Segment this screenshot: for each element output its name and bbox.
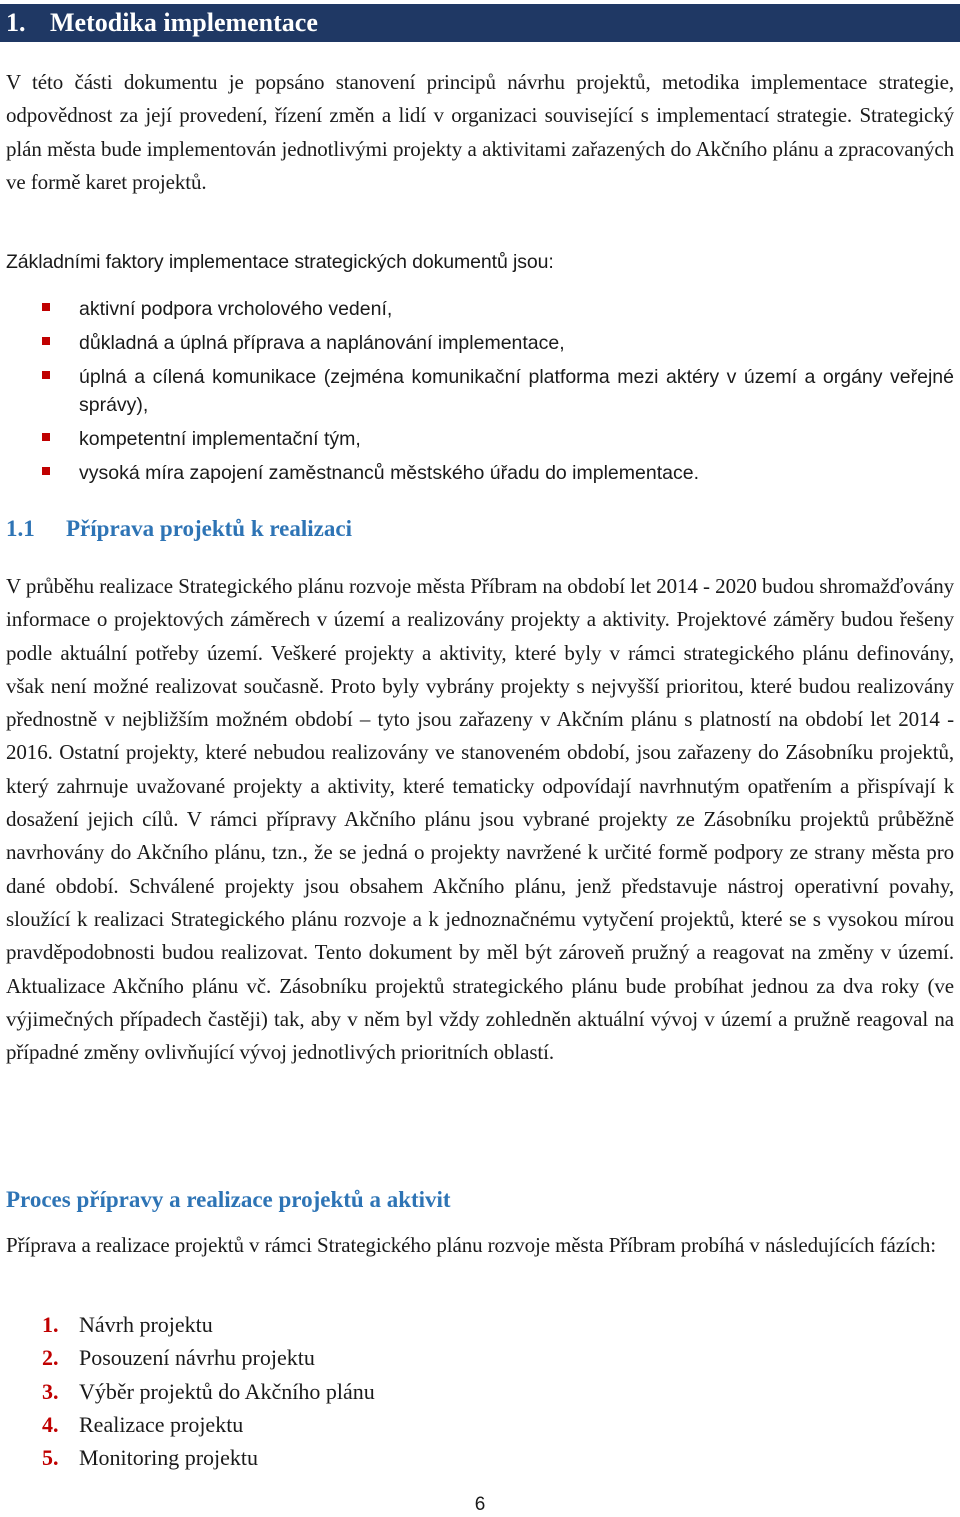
heading-title: Metodika implementace xyxy=(50,8,318,37)
square-bullet-icon xyxy=(42,303,50,311)
list-item xyxy=(6,1441,954,1474)
section-heading-2 xyxy=(6,514,352,544)
phases-list xyxy=(6,1308,954,1474)
list-item: úplná a cílená komunikace (zejména komunikační platforma mezi aktéry v území a orgány veřejné správy), xyxy=(6,363,954,419)
heading-number: 1.1 xyxy=(6,516,35,541)
square-bullet-icon xyxy=(42,433,50,441)
factors-list xyxy=(6,295,954,487)
section-heading-3: Proces přípravy a realizace projektů a aktivit xyxy=(6,1187,451,1212)
list-item xyxy=(6,1375,954,1408)
list-item: kompetentní implementační tým, xyxy=(6,425,954,453)
phase-label: Výběr projektů do Akčního plánu xyxy=(79,1378,375,1404)
list-item xyxy=(6,1408,954,1441)
phase-label: Posouzení návrhu projektu xyxy=(79,1345,315,1371)
list-number: 1. xyxy=(42,1312,59,1337)
square-bullet-icon xyxy=(42,467,50,475)
phase-label: Realizace projektu xyxy=(79,1411,244,1437)
main-paragraph: V průběhu realizace Strategického plánu rozvoje města Příbram na období let 2014 - 2020 budou shromažďovány informace o projektových záměrech v území a realizovány projekty a aktivity. Projektové záměry budou řešeny podle aktuální potřeby území. Veškeré projekty a aktivity, které byly v rámci strategického plánu definovány, však není možné realizovat současně. Proto byly vybrány projekty s nejvyšší prioritou, které budou realizovány přednostně v nejbližším možném období – tyto jsou zařazeny v Akčním plánu s platností na období let 2014 - 2016. Ostatní projekty, které nebudou realizovány ve stanoveném období, jsou zařazeny do Zásobníku projektů, který zahrnuje uvažované projekty a aktivity, které tematicky odpovídají navrhnutým opatřením a přispívají k dosažení jejich cílů. V rámci přípravy Akčního plánu jsou vybrané projekty ze Zásobníku projektů průběžně navrhovány do Akčního plánu, tzn., že se jedná o projekty navržené k určité formě podpory ze strany města pro dané období. Schválené projekty jsou obsahem Akčního plánu, jenž představuje nástroj operativní povahy, sloužící k realizaci Strategického plánu rozvoje a k jednoznačnému vytyčení projektů, které se s vysokou mírou pravděpodobnosti budou realizovat. Tento dokument by měl být zároveň pružný a reagovat na změny v území. Aktualizace Akčního plánu vč. Zásobníku projektů strategického plánu bude probíhat jednou za dva roky (ve výjimečných případech častěji) tak, aby v něm byl vždy zohledněn aktuální vývoj v území a pružně reagoval na případné změny ovlivňující vývoj jednotlivých prioritních oblastí. xyxy=(6,574,954,1065)
list-number: 2. xyxy=(42,1345,59,1371)
heading-title: Příprava projektů k realizaci xyxy=(66,516,352,541)
section-heading-1 xyxy=(0,4,960,42)
list-item: vysoká míra zapojení zaměstnanců městského úřadu do implementace. xyxy=(6,459,954,487)
page-number: 6 xyxy=(474,1494,486,1515)
list-item: důkladná a úplná příprava a naplánování implementace, xyxy=(6,329,954,357)
square-bullet-icon xyxy=(42,337,50,345)
heading-number: 1. xyxy=(6,8,26,37)
list-item xyxy=(6,1308,954,1341)
list-number: 3. xyxy=(42,1378,59,1404)
list-number: 5. xyxy=(42,1445,59,1471)
phase-label: Návrh projektu xyxy=(79,1312,213,1337)
phase-label: Monitoring projektu xyxy=(79,1445,259,1471)
factors-intro: Základními faktory implementace strategických dokumentů jsou: xyxy=(6,251,554,273)
list-item xyxy=(6,1341,954,1374)
list-number: 4. xyxy=(42,1411,59,1437)
intro-paragraph: V této části dokumentu je popsáno stanovení principů návrhu projektů, metodika implementace strategie, odpovědnost za její provedení, řízení změn a lidí v organizaci související s implementací strategie. Strategický plán města bude implementován jednotlivými projekty a aktivitami zařazených do Akčního plánu a zpracovaných ve formě karet projektů. xyxy=(6,70,954,194)
square-bullet-icon xyxy=(42,371,50,379)
phases-intro: Příprava a realizace projektů v rámci Strategického plánu rozvoje města Příbram probíhá v následujících fázích: xyxy=(6,1233,937,1257)
list-item: aktivní podpora vrcholového vedení, xyxy=(6,295,954,323)
